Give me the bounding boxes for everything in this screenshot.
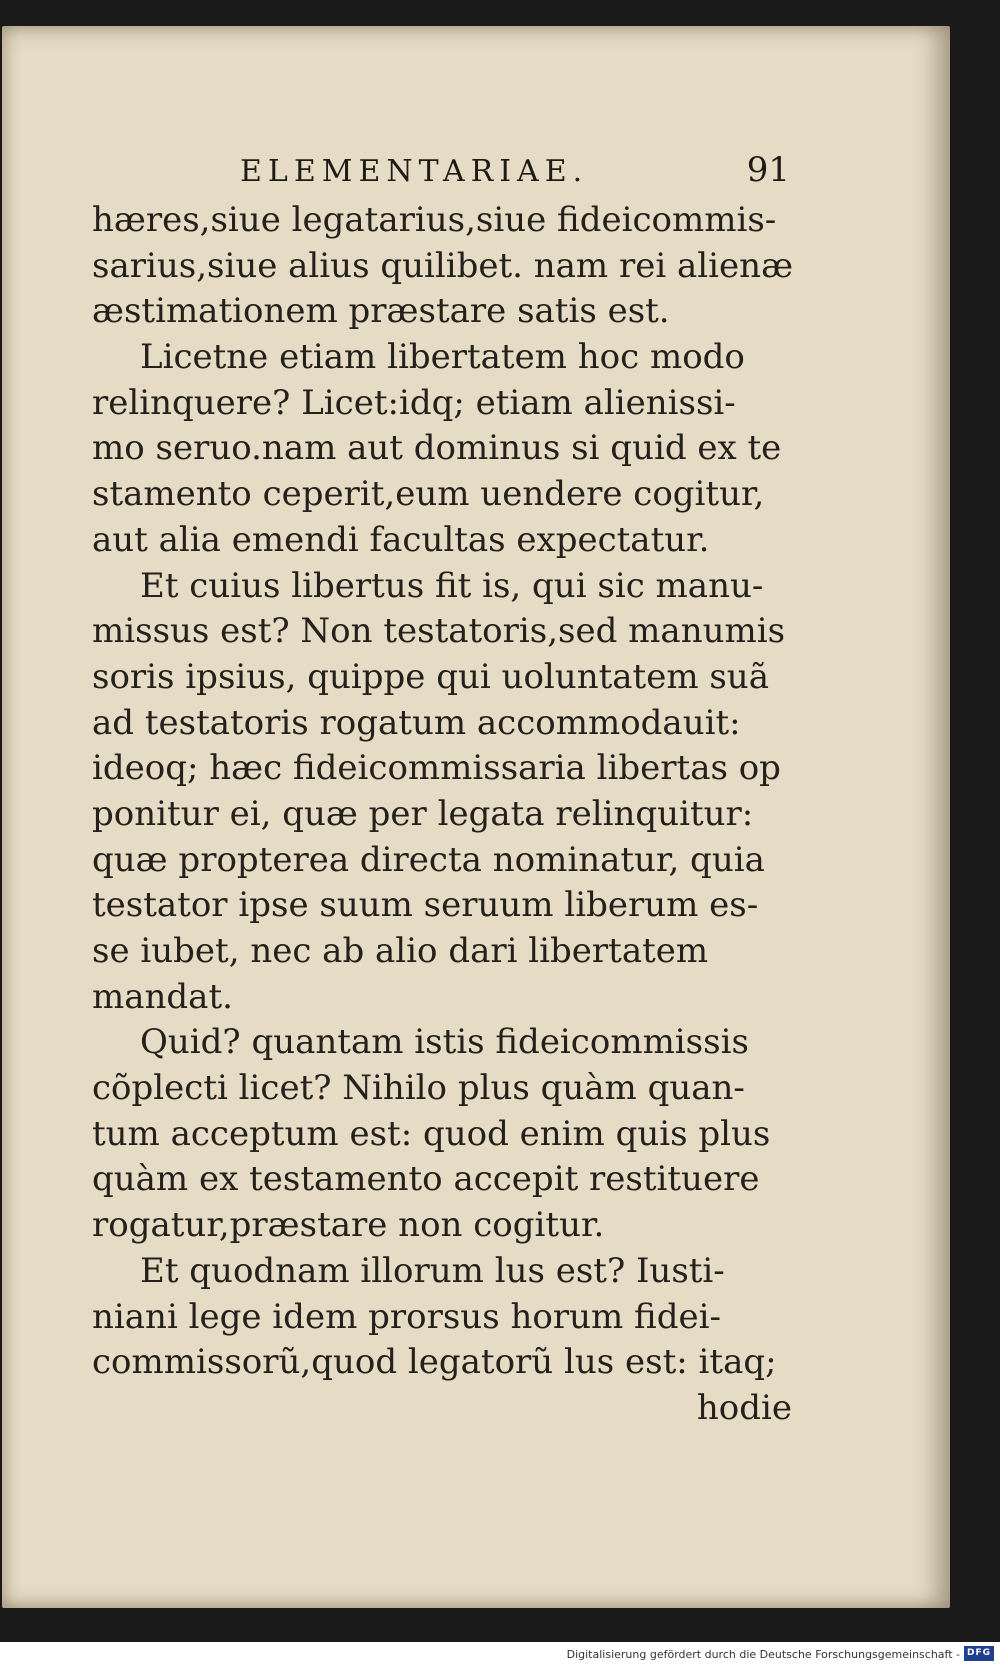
text-line: cõplecti licet? Nihilo plus quàm quan- — [92, 1068, 745, 1109]
text-line: soris ipsius, quippe qui uoluntatem suã — [92, 656, 769, 697]
text-line: quæ propterea directa nominatur, quia — [92, 839, 765, 880]
running-head: ELEMENTARIAE. — [240, 154, 589, 189]
text-line: Et cuius libertus fit is, qui sic manu- — [140, 565, 764, 606]
page-number: 91 — [746, 150, 790, 190]
text-line: rogatur,præstare non cogitur. — [92, 1205, 605, 1246]
book-page — [2, 26, 950, 1608]
text-line: relinquere? Licet:idq; etiam alienissi- — [92, 382, 736, 423]
footer-credit: Digitalisierung gefördert durch die Deutsche Forschungsgemeinschaft - — [566, 1648, 960, 1661]
text-line: missus est? Non testatoris,sed manumis — [92, 611, 786, 652]
text-line: ad testatoris rogatum accommodauit: — [92, 702, 741, 743]
text-line: hæres,siue legatarius,siue fideicommis- — [92, 200, 777, 240]
dfg-logo-icon: DFG — [964, 1646, 994, 1661]
text-line: testator ipse suum seruum liberum es- — [92, 885, 759, 926]
text-line: mandat. — [92, 976, 233, 1017]
text-line: mo seruo.nam aut dominus si quid ex te — [92, 428, 782, 469]
text-line: stamento ceperit,eum uendere cogitur, — [92, 474, 765, 515]
text-line: Et quodnam illorum lus est? Iusti- — [140, 1250, 725, 1291]
text-line: quàm ex testamento accepit restituere — [92, 1159, 760, 1200]
text-line: sarius,siue alius quilibet. nam rei alienæ — [92, 245, 794, 286]
text-line: tum acceptum est: quod enim quis plus — [92, 1113, 771, 1154]
body-text — [92, 198, 792, 1432]
digitization-footer — [0, 1642, 1000, 1664]
text-line: Quid? quantam istis fideicommissis — [140, 1022, 749, 1063]
text-line: ponitur ei, quæ per legata relinquitur: — [92, 793, 754, 834]
catchword: hodie — [696, 1387, 792, 1428]
text-line: æstimationem præstare satis est. — [92, 291, 670, 332]
text-line: aut alia emendi facultas expectatur. — [92, 519, 710, 560]
text-line: se iubet, nec ab alio dari libertatem — [92, 931, 709, 971]
text-line: ideoq; hæc fideicommissaria libertas op — [92, 748, 781, 789]
text-line: niani lege idem prorsus horum fidei- — [92, 1296, 721, 1337]
text-line: commissorũ,quod legatorũ lus est: itaq; — [92, 1342, 777, 1383]
text-line: Licetne etiam libertatem hoc modo — [140, 337, 745, 378]
page-header — [150, 134, 790, 198]
